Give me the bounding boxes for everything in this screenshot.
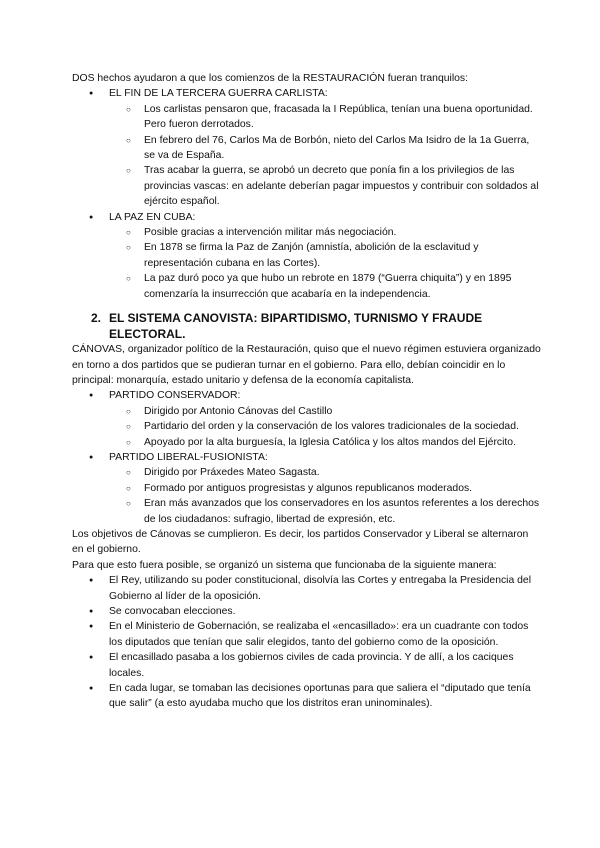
- sublist-item: ○ Partidario del orden y la conservación de los valores tradicionales de la sociedad.: [72, 419, 542, 434]
- sublist: [109, 404, 542, 450]
- list-item: ● En el Ministerio de Gobernación, se realizaba el «encasillado»: era un cuadrante con todos los diputados que tenían que salir elegidos, tanto del gobierno como de la oposición.: [72, 619, 542, 650]
- sublist-item: ○ Tras acabar la guerra, se aprobó un decreto que ponía fin a los privilegios de las provincias vascas: en adelante deberían pagar impuestos y contribuir con soldados al ejército español.: [72, 163, 542, 209]
- heading-number: 2.: [91, 311, 102, 326]
- list-item-paz-cuba: [72, 210, 542, 302]
- sublist-item: ○ Los carlistas pensaron que, fracasada la I República, tenían una buena oportunidad. Pero fueron derrotados.: [72, 102, 542, 133]
- list-item-partido-liberal: [72, 450, 542, 527]
- section2-heading: [72, 310, 542, 342]
- list-item-label: LA PAZ EN CUBA:: [109, 211, 196, 223]
- list-item-fin-guerra-carlista: [72, 86, 542, 209]
- sistema-paragraph: Para que esto fuera posible, se organizó un sistema que funcionaba de la siguiente manera:: [72, 559, 497, 571]
- sublist-item: ○ En 1878 se firma la Paz de Zanjón (amnistía, abolición de la esclavitud y representación cubana en las Cortes).: [72, 240, 542, 271]
- list-item: ● El Rey, utilizando su poder constitucional, disolvía las Cortes y entregaba la Presidencia del Gobierno al líder de la oposición.: [72, 573, 542, 604]
- sublist: [109, 465, 542, 527]
- section1-list: [72, 86, 542, 302]
- parties-list: [72, 388, 542, 527]
- sublist: [109, 225, 542, 302]
- intro-paragraph: DOS hechos ayudaron a que los comienzos de la RESTAURACIÓN fueran tranquilos:: [72, 73, 469, 84]
- sublist: [109, 102, 542, 210]
- list-item: ● El encasillado pasaba a los gobiernos civiles de cada provincia. Y de allí, a los caciques locales.: [72, 650, 542, 681]
- list-item: ● En cada lugar, se tomaban las decisiones oportunas para que saliera el “diputado que tenía que salir” (a esto ayudaba mucho que los distritos eran uninominales).: [72, 681, 542, 712]
- sublist-item: ○ Posible gracias a intervención militar más negociación.: [72, 225, 542, 240]
- sublist-item: ○ Formado por antiguos progresistas y algunos republicanos moderados.: [72, 481, 542, 496]
- list-item-partido-conservador: [72, 388, 542, 450]
- sublist-item: ○ La paz duró poco ya que hubo un rebrote en 1879 (“Guerra chiquita”) y en 1895 comenzaría la insurrección que acabaría en la independencia.: [72, 271, 542, 302]
- list-item-label: EL FIN DE LA TERCERA GUERRA CARLISTA:: [109, 88, 328, 100]
- sublist-item: ○ Eran más avanzados que los conservadores en los asuntos referentes a los derechos de los ciudadanos: sufragio, libertad de expresión, etc.: [72, 496, 542, 527]
- sublist-item: ○ En febrero del 76, Carlos Ma de Borbón, nieto del Carlos Ma Isidro de la 1a Guerra, se va de España.: [72, 133, 542, 164]
- list-item-label: PARTIDO CONSERVADOR:: [109, 390, 241, 402]
- system-list: [72, 573, 542, 712]
- heading-text: EL SISTEMA CANOVISTA: BIPARTIDISMO, TURNISMO Y FRAUDE ELECTORAL.: [109, 311, 483, 342]
- sublist-item: ○ Dirigido por Práxedes Mateo Sagasta.: [72, 465, 542, 480]
- list-item-label: PARTIDO LIBERAL-FUSIONISTA:: [109, 451, 268, 463]
- objetivos-paragraph: Los objetivos de Cánovas se cumplieron. Es decir, los partidos Conservador y Liberal se alternaron en el gobierno.: [72, 528, 529, 556]
- canovas-paragraph: CÁNOVAS, organizador político de la Restauración, quiso que el nuevo régimen estuviera organizado en torno a dos partidos que se pudieran turnar en el gobierno. Para ello, debían coincidir en lo principal: monarquía, estado unitario y defensa de la economía capitalista.: [72, 344, 541, 386]
- sublist-item: ○ Dirigido por Antonio Cánovas del Castillo: [72, 404, 542, 419]
- sublist-item: ○ Apoyado por la alta burguesía, la Iglesia Católica y los altos mandos del Ejército.: [72, 435, 542, 450]
- list-item: ● Se convocaban elecciones.: [72, 604, 542, 619]
